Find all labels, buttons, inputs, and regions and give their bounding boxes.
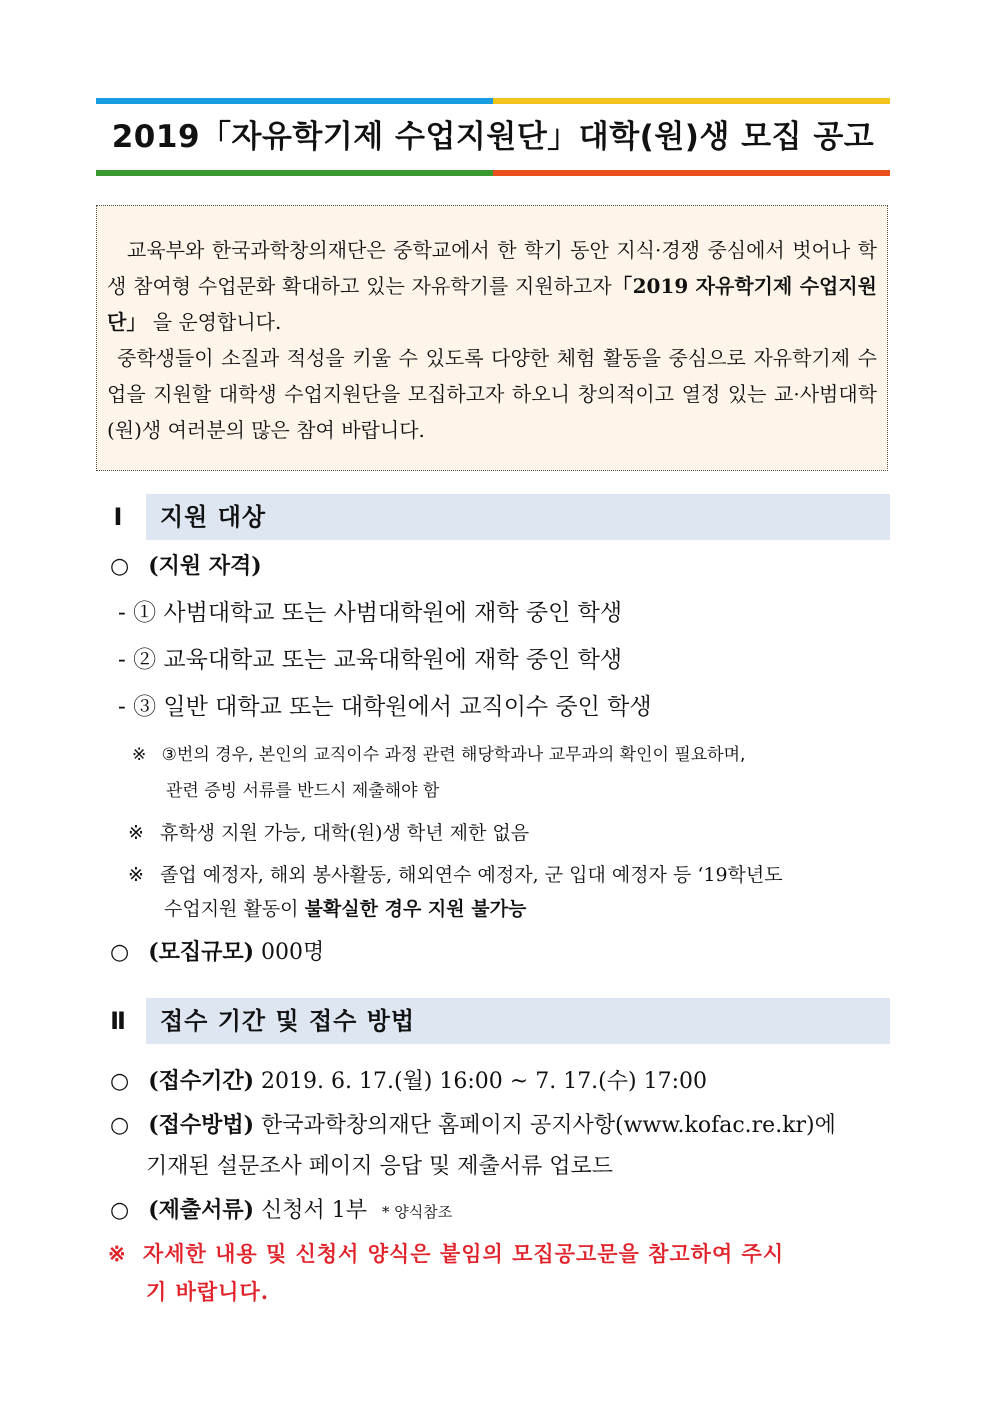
bullet-circle: ○ <box>110 940 130 965</box>
qualification-item-2: - ② 교육대학교 또는 교육대학원에 재학 중인 학생 <box>118 647 623 673</box>
note-mark: ※ <box>132 745 147 765</box>
note-2 <box>128 818 529 845</box>
intro-paragraph-1 <box>107 232 877 340</box>
title-block <box>96 98 890 176</box>
note-mark: ※ <box>128 864 144 886</box>
section-2-header <box>96 998 890 1044</box>
intro-box <box>96 205 888 471</box>
page-title: 2019「자유학기제 수업지원단」대학(원)생 모집 공고 <box>111 119 875 155</box>
bottom-bar-right <box>493 170 890 176</box>
qualification-label: (지원 자격) <box>148 553 262 579</box>
note-mark: ※ <box>128 822 144 844</box>
bullet-circle: ○ <box>110 1069 130 1094</box>
documents-note: * 양식참조 <box>382 1203 453 1221</box>
documents-value: 신청서 1부 <box>261 1198 368 1223</box>
bullet-circle: ○ <box>110 1198 130 1223</box>
period-line <box>110 1064 707 1095</box>
method-label: (접수방법) <box>148 1112 255 1138</box>
recruit-scale-label: (모집규모) <box>148 939 255 965</box>
note-1-text: ③번의 경우, 본인의 교직이수 과정 관련 해당학과나 교무과의 확인이 필요하며, <box>161 745 746 765</box>
section-2-title: 접수 기간 및 접수 방법 <box>146 998 890 1044</box>
note-3-text-2: 수업지원 활동이 <box>164 898 305 920</box>
bullet-circle: ○ <box>110 1113 130 1138</box>
note-3-emphasis: 불확실한 경우 지원 불가능 <box>304 898 527 920</box>
note-3-line-2 <box>164 894 526 921</box>
section-1-header <box>96 494 890 540</box>
intro-text-1a: 교육부와 한국과학창의재단은 중학교에서 한 학기 동안 지식·경쟁 중심에서 벗어나 학생 참여형 수업문화 확대하고 있는 자유학기를 지원하고자 <box>107 238 877 298</box>
intro-paragraph-2: 중학생들이 소질과 적성을 키울 수 있도록 다양한 체험 활동을 중심으로 자유학기제 수업을 지원할 대학생 수업지원단을 모집하고자 하오니 창의적이고 열정 있는 교·사범대학(원)생 여러분의 많은 참여 바랍니다. <box>107 346 877 442</box>
section-2-number: Ⅱ <box>110 1007 126 1035</box>
note-2-text: 휴학생 지원 가능, 대학(원)생 학년 제한 없음 <box>159 822 530 844</box>
recruit-scale <box>110 935 324 966</box>
bottom-bar-left <box>96 170 493 176</box>
section-1-title: 지원 대상 <box>146 494 890 540</box>
final-note-mark: ※ <box>108 1241 127 1266</box>
period-label: (접수기간) <box>148 1068 255 1094</box>
qualification-heading <box>110 549 262 580</box>
final-notice-line-1 <box>108 1238 784 1268</box>
note-3-text: 졸업 예정자, 해외 봉사활동, 해외연수 예정자, 군 입대 예정자 등 ‘19학년도 <box>159 864 783 886</box>
note-1-line-1 <box>132 740 745 765</box>
note-1-line-2: 관련 증빙 서류를 반드시 제출해야 함 <box>166 781 440 801</box>
method-text-1: 한국과학창의재단 홈페이지 공지사항(www.kofac.re.kr)에 <box>261 1113 836 1138</box>
period-value: 2019. 6. 17.(월) 16:00 ~ 7. 17.(수) 17:00 <box>261 1069 707 1094</box>
recruit-scale-value: 000명 <box>261 940 325 965</box>
method-line-1 <box>110 1108 836 1139</box>
section-1-number: Ⅰ <box>113 503 123 531</box>
title-bottom-bar <box>96 170 890 176</box>
documents-label: (제출서류) <box>148 1197 255 1223</box>
intro-program-name: 「2019 자유학기제 수업지원단」 <box>107 274 877 334</box>
qualification-item-1: - ① 사범대학교 또는 사범대학원에 재학 중인 학생 <box>118 600 623 626</box>
final-notice-text-1: 자세한 내용 및 신청서 양식은 붙임의 모집공고문을 참고하여 주시 <box>142 1241 785 1266</box>
bullet-circle: ○ <box>110 554 130 579</box>
qualification-item-3: - ③ 일반 대학교 또는 대학원에서 교직이수 중인 학생 <box>118 694 652 720</box>
intro-text-1b: 을 운영합니다. <box>152 310 282 334</box>
documents-line <box>110 1193 452 1224</box>
method-line-2: 기재된 설문조사 페이지 응답 및 제출서류 업로드 <box>146 1154 614 1179</box>
note-3-line-1 <box>128 860 783 887</box>
final-notice-line-2: 기 바랍니다. <box>146 1279 270 1304</box>
